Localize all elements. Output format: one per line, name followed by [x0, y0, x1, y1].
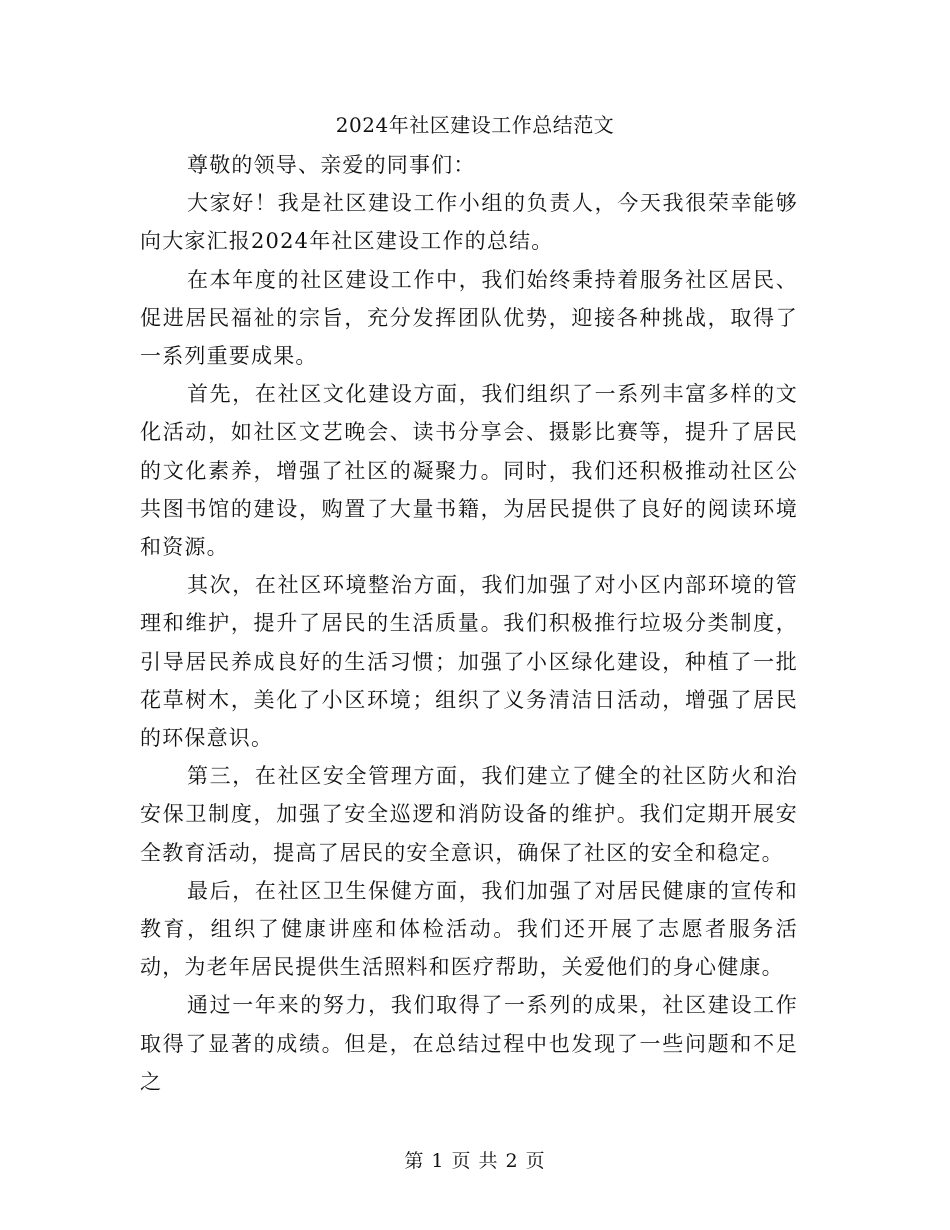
paragraph-safety: 第三，在社区安全管理方面，我们建立了健全的社区防火和治安保卫制度，加强了安全巡逻和消防设备的维护。我们定期开展安全教育活动，提高了居民的安全意识，确保了社区的安全和稳定。	[140, 764, 798, 865]
document-title: 2024年社区建设工作总结范文	[335, 113, 615, 137]
document-body	[140, 146, 798, 1101]
paragraph-environment: 其次，在社区环境整治方面，我们加强了对小区内部环境的管理和维护，提升了居民的生活质量。我们积极推行垃圾分类制度，引导居民养成良好的生活习惯；加强了小区绿化建设，种植了一批花草树木，美化了小区环境；组织了义务清洁日活动，增强了居民的环保意识。	[140, 573, 798, 751]
page-number-footer: 第 1 页 共 2 页	[404, 1150, 546, 1172]
paragraph-culture: 首先，在社区文化建设方面，我们组织了一系列丰富多样的文化活动，如社区文艺晚会、读书分享会、摄影比赛等，提升了居民的文化素养，增强了社区的凝聚力。同时，我们还积极推动社区公共图书馆的建设，购置了大量书籍，为居民提供了良好的阅读环境和资源。	[140, 382, 798, 560]
paragraph-intro: 大家好！我是社区建设工作小组的负责人，今天我很荣幸能够向大家汇报2024年社区建设工作的总结。	[140, 191, 798, 254]
paragraph-overview: 在本年度的社区建设工作中，我们始终秉持着服务社区居民、促进居民福祉的宗旨，充分发挥团队优势，迎接各种挑战，取得了一系列重要成果。	[140, 267, 798, 369]
paragraph-greeting: 尊敬的领导、亲爱的同事们：	[187, 153, 476, 177]
paragraph-health: 最后，在社区卫生保健方面，我们加强了对居民健康的宣传和教育，组织了健康讲座和体检活动。我们还开展了志愿者服务活动，为老年居民提供生活照料和医疗帮助，关爱他们的身心健康。	[140, 878, 798, 980]
paragraph-conclusion: 通过一年来的努力，我们取得了一系列的成果，社区建设工作取得了显著的成绩。但是，在总结过程中也发现了一些问题和不足之	[140, 993, 798, 1094]
